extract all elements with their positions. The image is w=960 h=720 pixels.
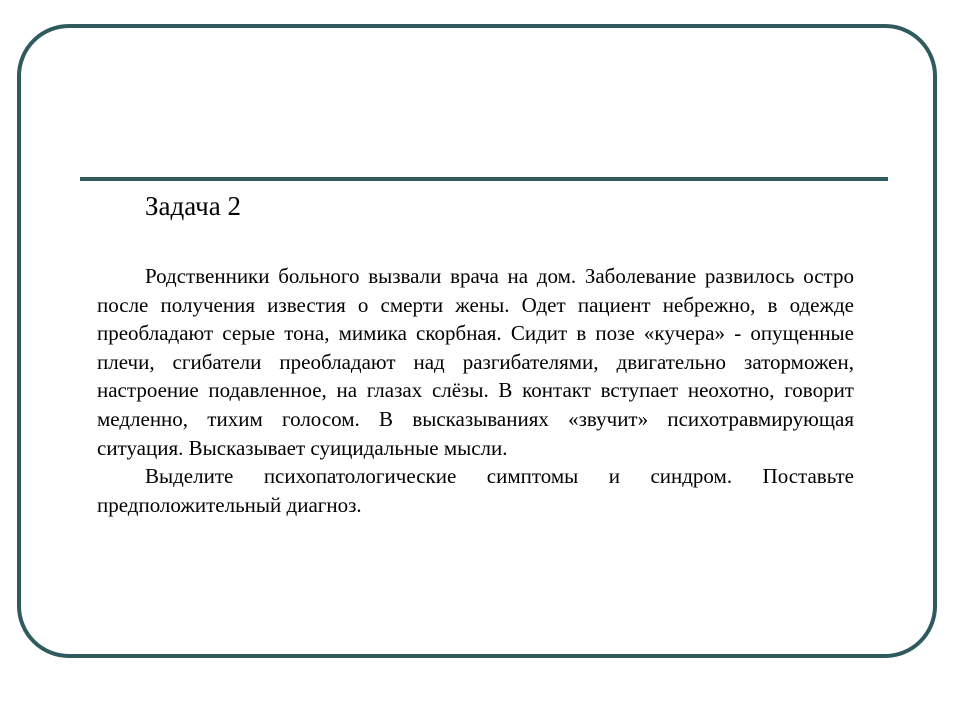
task-question: Выделите психопатологические симптомы и синдром. Поставьте предположительный диагноз. bbox=[97, 464, 854, 517]
case-description: Родственники больного вызвали врача на дом. Заболевание развилось остро после получения известия о смерти жены. Одет пациент небрежно, в одежде преобладают серые тона, мимика скорбная. Сидит в позе «кучера» - опущенные плечи, сгибатели преобладают над разгибателями, двигательно заторможен, настроение подавленное, на глазах слёзы. В контакт вступает неохотно, говорит медленно, тихим голосом. В высказываниях «звучит» психотравмирующая ситуация. Высказывает суицидальные мысли. bbox=[97, 264, 854, 460]
title-divider bbox=[80, 177, 888, 181]
task-body bbox=[97, 262, 854, 519]
slide-title: Задача 2 bbox=[145, 191, 241, 221]
